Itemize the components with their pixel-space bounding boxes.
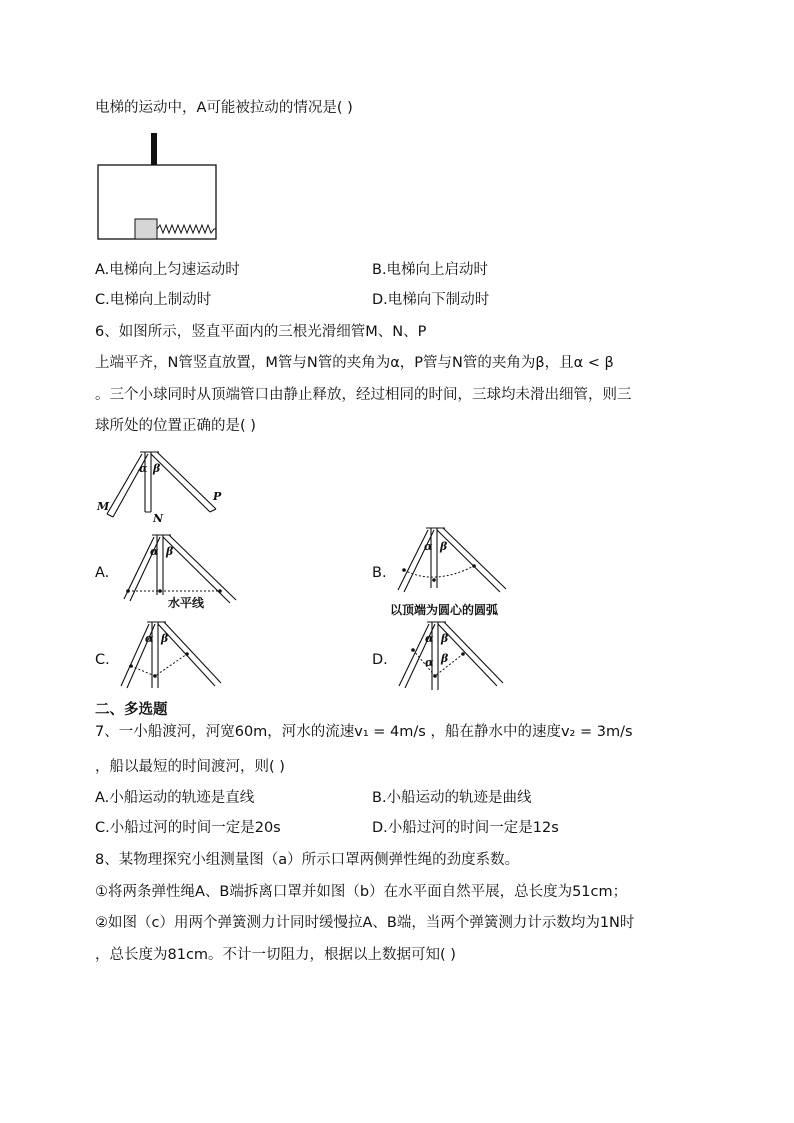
svg-text:β: β bbox=[166, 545, 174, 558]
svg-text:α: α bbox=[425, 632, 434, 645]
q6-line-2: 上端平齐，N管竖直放置，M管与N管的夹角为α，P管与N管的夹角为β，且α < β bbox=[95, 355, 614, 371]
q6-option-c-label: C. bbox=[95, 652, 110, 668]
svg-text:β: β bbox=[161, 632, 169, 645]
svg-text:α: α bbox=[150, 545, 159, 558]
q6-option-b-figure bbox=[390, 526, 520, 618]
q6-line-4: 球所处的位置正确的是( ) bbox=[95, 418, 256, 434]
q5-stem-tail: 电梯的运动中，A可能被拉动的情况是( ) bbox=[95, 100, 353, 116]
q8-line-1: 8、某物理探究小组测量图（a）所示口罩两侧弹性绳的劲度系数。 bbox=[95, 852, 520, 868]
q8-line-4: ，总长度为81cm。不计一切阻力，根据以上数据可知( ) bbox=[95, 947, 456, 963]
q6-option-d-figure bbox=[393, 620, 508, 695]
q7-option-b: B.小船运动的轨迹是曲线 bbox=[372, 790, 532, 806]
q7-option-a: A.小船运动的轨迹是直线 bbox=[95, 790, 255, 806]
svg-text:α: α bbox=[425, 656, 434, 669]
elevator-figure bbox=[97, 133, 219, 241]
q7-line-1: 7、一小船渡河，河宽60m，河水的流速v₁ = 4m/s ，船在静水中的速度v₂ = 3m/s bbox=[95, 724, 633, 740]
svg-text:α: α bbox=[424, 540, 433, 553]
q6-option-a-figure bbox=[120, 533, 240, 611]
q5-option-a: A.电梯向上匀速运动时 bbox=[95, 262, 240, 278]
caption-arc: 以顶端为圆心的圆弧 bbox=[390, 603, 499, 617]
q7-line-2: ，船以最短的时间渡河，则( ) bbox=[95, 759, 285, 775]
q6-option-b-label: B. bbox=[372, 565, 387, 581]
q5-option-d: D.电梯向下制动时 bbox=[372, 292, 490, 308]
fig-p-label: P bbox=[213, 490, 222, 503]
q6-line-3: 。三个小球同时从顶端管口由静止释放，经过相同的时间，三球均未滑出细管，则三 bbox=[95, 387, 632, 403]
q6-option-a-label: A. bbox=[95, 565, 110, 581]
svg-text:β: β bbox=[441, 632, 449, 645]
fig-m-label: M bbox=[97, 500, 110, 513]
fig-n-label: N bbox=[153, 512, 164, 525]
q6-option-d-label: D. bbox=[372, 652, 388, 668]
section-multiple-choice-title: 二、多选题 bbox=[95, 702, 168, 718]
q5-option-c: C.电梯向上制动时 bbox=[95, 292, 212, 308]
svg-text:β: β bbox=[440, 540, 448, 553]
fig-alpha-label: α bbox=[139, 462, 148, 475]
svg-text:β: β bbox=[441, 652, 449, 665]
caption-horizontal-line: 水平线 bbox=[168, 596, 205, 610]
q6-line-1: 6、如图所示，竖直平面内的三根光滑细管M、N、P bbox=[95, 324, 427, 340]
q6-option-c-figure bbox=[115, 620, 230, 695]
q7-option-d: D.小船过河的时间一定是12s bbox=[372, 820, 559, 836]
q5-option-b: B.电梯向上启动时 bbox=[372, 262, 489, 278]
fig-beta-label: β bbox=[153, 462, 161, 475]
q8-line-2: ①将两条弹性绳A、B端拆离口罩并如图（b）在水平面自然平展，总长度为51cm； bbox=[95, 884, 628, 900]
q7-option-c: C.小船过河的时间一定是20s bbox=[95, 820, 281, 836]
svg-text:α: α bbox=[145, 632, 154, 645]
q8-line-3: ②如图（c）用两个弹簧测力计同时缓慢拉A、B端，当两个弹簧测力计示数均为1N时 bbox=[95, 915, 635, 931]
tubes-figure bbox=[95, 448, 235, 528]
